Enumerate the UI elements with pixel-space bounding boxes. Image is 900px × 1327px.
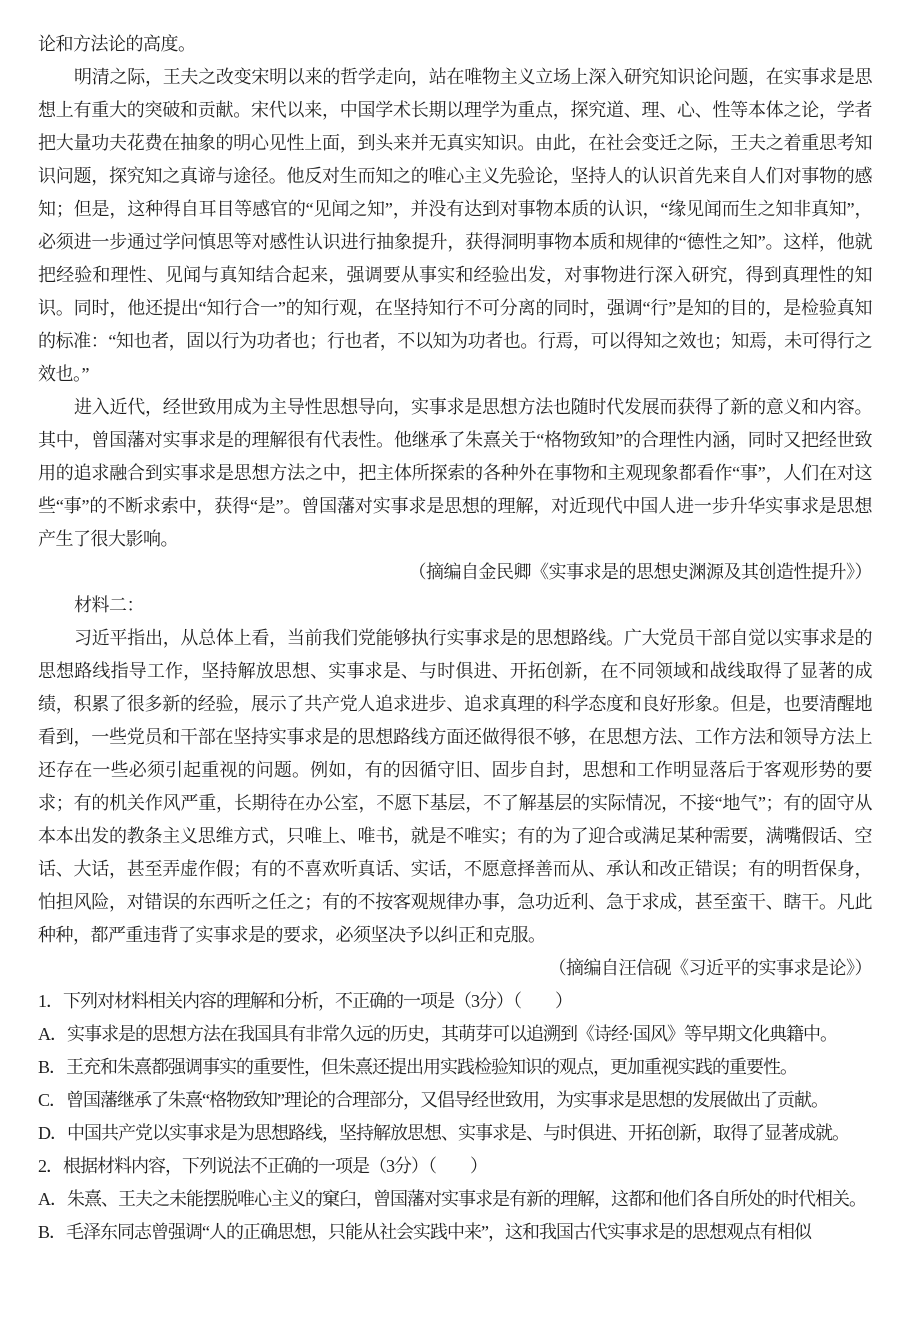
material-one-paragraph-wang-fuzhi: 明清之际，王夫之改变宋明以来的哲学走向，站在唯物主义立场上深入研究知识论问题，在实事求是思想上有重大的突破和贡献。宋代以来，中国学术长期以理学为重点，探究道、理、心、性等本体之论，学者把大量功夫花费在抽象的明心见性上面，到头来并无真实知识。由此，在社会变迁之际，王夫之着重思考知识问题，探究知之真谛与途径。他反对生而知之的唯心主义先验论，坚持人的认识首先来自人们对事物的感知；但是，这种得自耳目等感官的“见闻之知”，并没有达到对事物本质的认识，“缘见闻而生之知非真知”，必须进一步通过学问慎思等对感性认识进行抽象提升，获得洞明事物本质和规律的“德性之知”。这样，他就把经验和理性、见闻与真知结合起来，强调要从事实和经验出发，对事物进行深入研究，得到真理性的知识。同时，他还提出“知行合一”的知行观，在坚持知行不可分离的同时，强调“行”是知的目的，是检验真知的标准：“知也者，固以行为功者也；行也者，不以知为功者也。行焉，可以得知之效也；知焉，未可得行之效也。” — [38, 67, 872, 384]
question-1-option-d: D．中国共产党以实事求是为思想路线，坚持解放思想、实事求是、与时俱进、开拓创新，取得了显著成就。 — [38, 1123, 849, 1143]
material-two-attribution: （摘编自汪信砚《习近平的实事求是论》） — [548, 958, 872, 978]
material-two-paragraph: 习近平指出，从总体上看，当前我们党能够执行实事求是的思想路线。广大党员干部自觉以实事求是的思想路线指导工作，坚持解放思想、实事求是、与时俱进、开拓创新，在不同领域和战线取得了显著的成绩，积累了很多新的经验，展示了共产党人追求进步、追求真理的科学态度和良好形象。但是，也要清醒地看到，一些党员和干部在坚持实事求是的思想路线方面还做得很不够，在思想方法、工作方法和领导方法上还存在一些必须引起重视的问题。例如，有的因循守旧、固步自封，思想和工作明显落后于客观形势的要求；有的机关作风严重，长期待在办公室，不愿下基层，不了解基层的实际情况，不接“地气”；有的固守从本本出发的教条主义思维方式，只唯上、唯书，就是不唯实；有的为了迎合或满足某种需要，满嘴假话、空话、大话，甚至弄虚作假；有的不喜欢听真话、实话，不愿意择善而从、承认和改正错误；有的明哲保身，怕担风险，对错误的东西听之任之；有的不按客观规律办事，急功近利、急于求成，甚至蛮干、瞎干。凡此种种，都严重违背了实事求是的要求，必须坚决予以纠正和克服。 — [38, 628, 872, 945]
question-2-option-b: B．毛泽东同志曾强调“人的正确思想，只能从社会实践中来”，这和我国古代实事求是的思想观点有相似 — [38, 1222, 811, 1242]
paragraph-continuation: 论和方法论的高度。 — [38, 34, 196, 54]
question-2-option-a: A．朱熹、王夫之未能摆脱唯心主义的窠臼，曾国藩对实事求是有新的理解，这都和他们各自所处的时代相关。 — [38, 1189, 866, 1209]
material-two-heading: 材料二： — [74, 595, 144, 615]
question-1-option-a: A．实事求是的思想方法在我国具有非常久远的历史，其萌芽可以追溯到《诗经·国风》等早期文化典籍中。 — [38, 1024, 837, 1044]
question-1-option-b: B．王充和朱熹都强调事实的重要性，但朱熹还提出用实践检验知识的观点，更加重视实践的重要性。 — [38, 1057, 798, 1077]
material-one-attribution: （摘编自金民卿《实事求是的思想史渊源及其创造性提升》） — [408, 562, 872, 582]
question-2: 2．根据材料内容，下列说法不正确的一项是（3分）（ ） — [38, 1156, 487, 1176]
question-1-option-c: C．曾国藩继承了朱熹“格物致知”理论的合理部分，又倡导经世致用，为实事求是思想的发展做出了贡献。 — [38, 1090, 828, 1110]
material-one-paragraph-zeng-guofan: 进入近代，经世致用成为主导性思想导向，实事求是思想方法也随时代发展而获得了新的意义和内容。其中，曾国藩对实事求是的理解很有代表性。他继承了朱熹关于“格物致知”的合理性内涵，同时又把经世致用的追求融合到实事求是思想方法之中，把主体所探索的各种外在事物和主观现象都看作“事”，人们在对这些“事”的不断求索中，获得“是”。曾国藩对实事求是思想的理解，对近现代中国人进一步升华实事求是思想产生了很大影响。 — [38, 397, 872, 549]
question-1: 1．下列对材料相关内容的理解和分析，不正确的一项是（3分）（ ） — [38, 991, 572, 1011]
